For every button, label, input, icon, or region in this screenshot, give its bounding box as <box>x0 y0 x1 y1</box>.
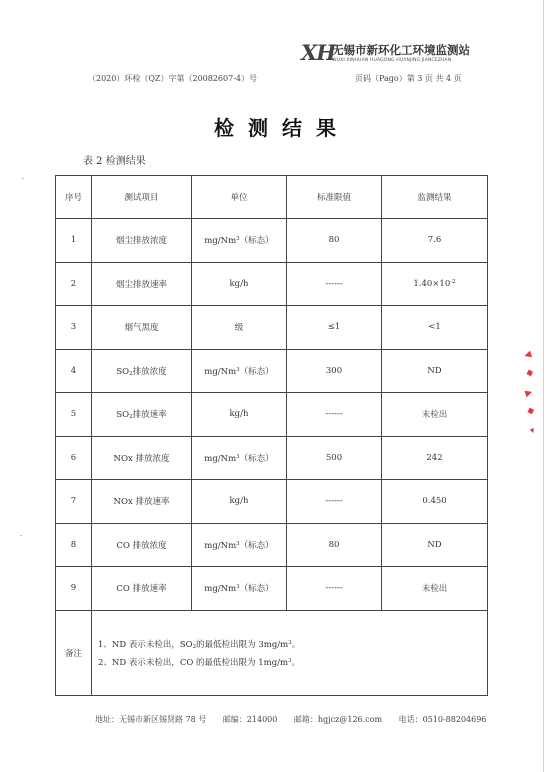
table-row <box>56 436 488 480</box>
footer-postcode: 邮编：214000 <box>222 715 278 724</box>
table-header-row <box>56 176 488 219</box>
row-limit: 80 <box>287 523 382 567</box>
table-row <box>56 523 488 567</box>
note-line-1: 1、ND 表示未检出，$SO_2$的最低检出限为 $3mg/m^3$。 <box>98 639 301 650</box>
note-line-2: 2、ND 表示未检出，CO 的最低检出限为 $1mg/m^3$。 <box>98 657 301 668</box>
row-limit: ------ <box>287 393 382 437</box>
row-no: 3 <box>56 306 92 350</box>
row-unit: mg/Nm$^3$（标态） <box>192 219 287 263</box>
footer-contact <box>95 714 500 725</box>
row-item: CO 排放速率 <box>92 567 192 611</box>
header-cell-unit: 单位 <box>192 176 287 219</box>
row-result: ND <box>382 523 488 567</box>
row-unit: mg/Nm$^3$（标态） <box>192 567 287 611</box>
table-row <box>56 480 488 524</box>
row-result: 未检出 <box>382 567 488 611</box>
row-limit: 500 <box>287 436 382 480</box>
row-unit: kg/h <box>192 480 287 524</box>
report-number: （2020）环检（QZ）字第（20082607-4）号 <box>88 74 257 83</box>
row-item: $SO_2$排放浓度 <box>92 349 192 393</box>
seal-stamp-icon: ▼ ◆ ▲ ◆ ▸ <box>521 350 538 435</box>
notes-text <box>92 610 488 695</box>
row-item: $SO_2$排放速率 <box>92 393 192 437</box>
row-item: NOx 排放速率 <box>92 480 192 524</box>
org-name: 无锡市新环化工环境监测站 <box>332 43 470 57</box>
row-result: 242 <box>382 436 488 480</box>
row-result: <1 <box>382 306 488 350</box>
row-limit: ------ <box>287 262 382 306</box>
logo-mark-icon: XH <box>301 40 336 65</box>
header-cell-limit: 标准限值 <box>287 176 382 219</box>
row-unit: mg/Nm$^3$（标态） <box>192 436 287 480</box>
row-item: 烟气黑度 <box>92 306 192 350</box>
header-cell-item: 测试项目 <box>92 176 192 219</box>
row-unit: kg/h <box>192 262 287 306</box>
table-row <box>56 393 488 437</box>
org-logo <box>301 42 491 70</box>
footer-email: 邮箱：hgjcz@126.com <box>293 715 383 724</box>
row-item: 烟尘排放速率 <box>92 262 192 306</box>
row-no: 9 <box>56 567 92 611</box>
row-result: 7.6 <box>382 219 488 263</box>
row-result: 未检出 <box>382 393 488 437</box>
row-no: 6 <box>56 436 92 480</box>
row-item: NOx 排放浓度 <box>92 436 192 480</box>
table-caption: 表 2 检测结果 <box>83 156 146 167</box>
row-unit: mg/Nm$^3$（标态） <box>192 523 287 567</box>
row-no: 1 <box>56 219 92 263</box>
results-table <box>55 175 488 696</box>
row-unit: kg/h <box>192 393 287 437</box>
notes-label: 备注 <box>56 610 92 695</box>
row-item: 烟尘排放浓度 <box>92 219 192 263</box>
row-unit: 级 <box>192 306 287 350</box>
row-result: ND <box>382 349 488 393</box>
row-no: 2 <box>56 262 92 306</box>
scan-speck <box>20 535 22 536</box>
row-limit: 80 <box>287 219 382 263</box>
table-row <box>56 349 488 393</box>
row-no: 7 <box>56 480 92 524</box>
table-row <box>56 219 488 263</box>
footer-phone: 电话：0510-88204696 <box>398 715 487 724</box>
table-row <box>56 262 488 306</box>
row-no: 4 <box>56 349 92 393</box>
scan-speck <box>22 178 24 179</box>
row-limit: ------ <box>287 480 382 524</box>
row-unit: mg/Nm$^3$（标态） <box>192 349 287 393</box>
row-result: $1.40\times 10^{-2}$ <box>382 262 488 306</box>
header-cell-result: 监测结果 <box>382 176 488 219</box>
org-name-en: WUXI XINHUAN HUAGONG HUANJING JIANCEZHAN <box>332 58 452 63</box>
row-no: 5 <box>56 393 92 437</box>
row-result: 0.450 <box>382 480 488 524</box>
row-limit: ------ <box>287 567 382 611</box>
table-row <box>56 567 488 611</box>
scan-edge-divider <box>543 0 544 772</box>
row-no: 8 <box>56 523 92 567</box>
row-limit: 300 <box>287 349 382 393</box>
header-cell-no: 序号 <box>56 176 92 219</box>
table-row <box>56 306 488 350</box>
page-info: 页码（Pago）第 3 页 共 4 页 <box>355 74 462 83</box>
row-limit: ≤1 <box>287 306 382 350</box>
notes-row <box>56 610 488 695</box>
page-title: 检测结果 <box>214 116 350 140</box>
row-item: CO 排放浓度 <box>92 523 192 567</box>
footer-address: 地址：无锡市新区锡贤路 78 号 <box>95 715 207 724</box>
